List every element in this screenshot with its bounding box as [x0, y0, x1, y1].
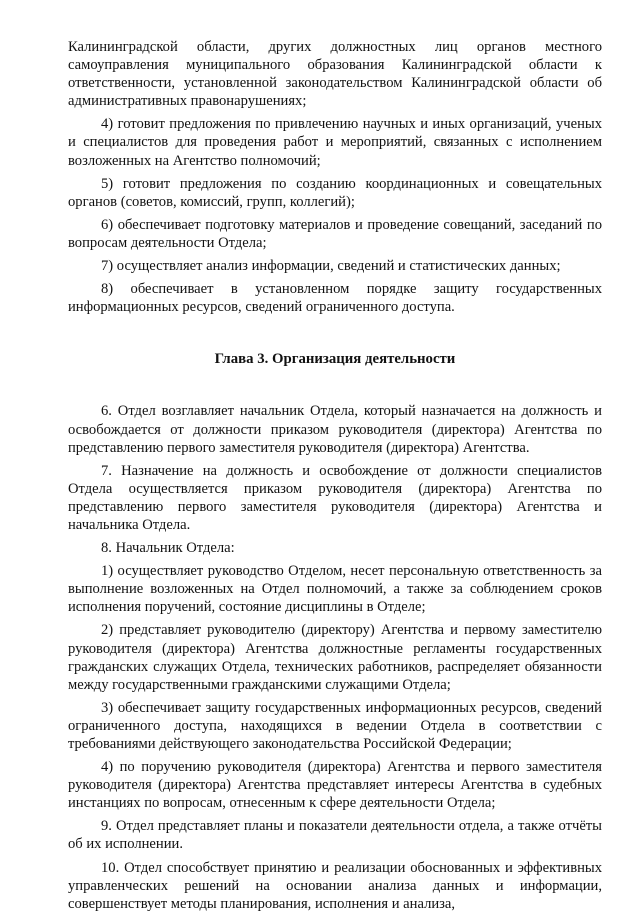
paragraph-s-8-3: 3) обеспечивает защиту государственных информационных ресурсов, сведений ограниченного доступа, находящихся в ведении Отдела в соответствии с требованиями действующего законодательства Российской Федерации;	[68, 699, 602, 752]
paragraph-p-7: 7) осуществляет анализ информации, сведений и статистических данных;	[101, 258, 561, 275]
paragraph-p-5: 5) готовит предложения по созданию координационных и совещательных органов (советов, комиссий, групп, коллегий);	[68, 175, 602, 210]
top-section	[68, 38, 602, 316]
paragraph-s-8-2: 2) представляет руководителю (директору) Агентства и первому заместителю руководителя (директора) Агентства должностные регламенты государственных гражданских служащих Отдела, технических работников, распределяет обязанности между государственными гражданскими служащими Отдела;	[68, 622, 602, 693]
paragraph-p-4: 4) готовит предложения по привлечению научных и иных организаций, ученых и специалистов для проведения работ и мероприятий, связанных с исполнением возложенных на Агентство полномочий;	[68, 116, 602, 169]
paragraph-p-cont: Калининградской области, других должностных лиц органов местного самоуправления муниципального образования Калининградской области к ответственности, установленной законодательством Калининградской области об административных правонарушениях;	[68, 39, 602, 110]
paragraph-s-8: 8. Начальник Отдела:	[101, 540, 235, 557]
bottom-section	[68, 402, 602, 912]
paragraph-s-9: 9. Отдел представляет планы и показатели деятельности отдела, а также отчёты об их исполнении.	[68, 818, 602, 853]
paragraph-s-7: 7. Назначение на должность и освобождение от должности специалистов Отдела осуществляется приказом руководителя (директора) Агентства по представлению первого заместителя руководителя (директора) Агентства и начальника Отдела.	[68, 462, 602, 533]
paragraph-s-6: 6. Отдел возглавляет начальник Отдела, который назначается на должность и освобождается от должности приказом руководителя (директора) Агентства по представлению первого заместителя руководителя (директора) Агентства.	[68, 403, 602, 456]
paragraph-p-6: 6) обеспечивает подготовку материалов и проведение совещаний, заседаний по вопросам деятельности Отдела;	[68, 216, 602, 251]
paragraph-p-8: 8) обеспечивает в установленном порядке защиту государственных информационных ресурсов, сведений ограниченного доступа.	[68, 281, 602, 316]
paragraph-s-8-4: 4) по поручению руководителя (директора) Агентства и первого заместителя руководителя (директора) Агентства представляет интересы Агентства в судебных инстанциях по вопросам, отнесенным к сфере деятельности Отдела;	[68, 759, 602, 812]
document-page	[68, 38, 602, 918]
paragraph-s-8-1: 1) осуществляет руководство Отделом, несет персональную ответственность за выполнение возложенных на Отдел полномочий, а также за соблюдением сроков исполнения поручений, состояние дисциплины в Отделе;	[68, 563, 602, 616]
paragraph-s-10: 10. Отдел способствует принятию и реализации обоснованных и эффективных управленческих решений на основании анализа данных и информации, совершенствует методы планирования, исполнения и анализа,	[68, 859, 602, 912]
chapter-title: Глава 3. Организация деятельности	[214, 351, 456, 368]
